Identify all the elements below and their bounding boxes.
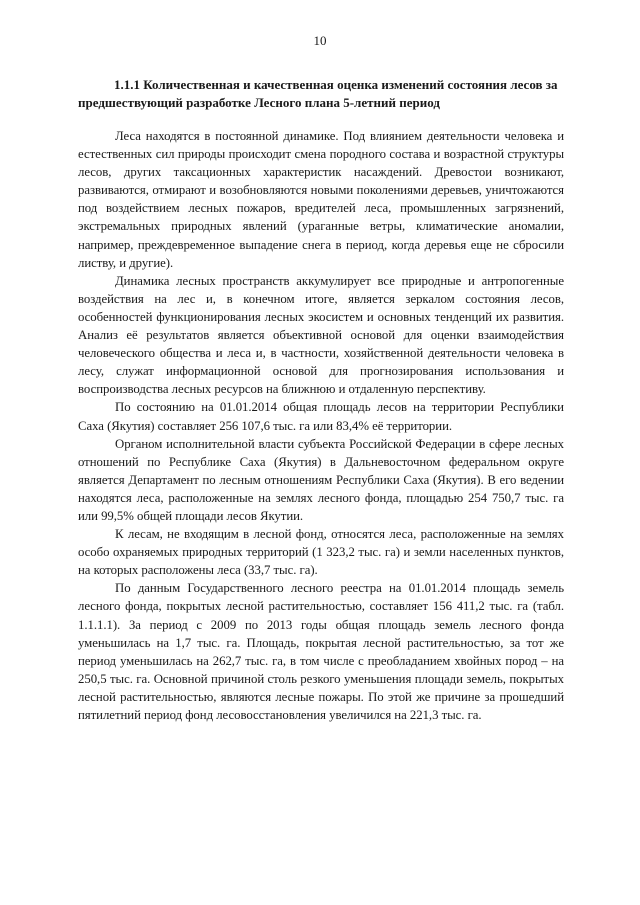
paragraph-state-registry: По данным Государственного лесного реестра на 01.01.2014 площадь земель лесного фонда, покрытых лесной растительностью, составляет 156 411,2 тыс. га (табл. 1.1.1.1). За период с 2009 по 2013 годы общая площадь земель лесного фонда уменьшилась на 1,7 тыс. га. Площадь, покрытая лесной растительностью, за тот же период уменьшилась на 262,7 тыс. га, в том числе с преобладанием хвойных пород – на 250,5 тыс. га. Основной причиной столь резкого уменьшения площади земель, покрытых лесной растительностью, являются лесные пожары. По этой же причине за прошедший пятилетний период фонд лесовосстановления увеличился на 221,3 тыс. га. bbox=[78, 581, 564, 722]
page-number: 10 bbox=[313, 33, 327, 48]
body-text bbox=[78, 127, 564, 724]
paragraph-dynamics-analysis: Динамика лесных пространств аккумулирует все природные и антропогенные воздействия на лес и, в конечном итоге, является зеркалом состояния лесов, особенностей функционирования лесных экосистем и основных тенденций их развития. Анализ её результатов является объективной основой для оценки взаимодействия человеческого общества и леса и, в частности, хозяйственной деятельности человека в лесу, служат информационной основой для прогнозирования использования и воспроизводства лесных ресурсов на ближнюю и отдаленную перспективу. bbox=[78, 273, 564, 397]
section-title: 1.1.1 Количественная и качественная оценка изменений состояния лесов за предшествующий разработке Лесного плана 5-летний период bbox=[78, 77, 558, 110]
paragraph-executive-authority: Органом исполнительной власти субъекта Российской Федерации в сфере лесных отношений по Республике Саха (Якутия) в Дальневосточном федеральном округе является Департамент по лесным отношениям Республики Саха (Якутия). В его ведении находятся леса, расположенные на землях лесного фонда, площадью 254 750,7 тыс. га или 99,5% общей площади лесов Якутии. bbox=[78, 436, 564, 523]
paragraph-non-fund-forests: К лесам, не входящим в лесной фонд, относятся леса, расположенные на землях особо охраняемых природных территорий (1 323,2 тыс. га) и земли населенных пунктов, на которых расположены леса (33,7 тыс. га). bbox=[78, 527, 564, 578]
paragraph-forest-dynamics: Леса находятся в постоянной динамике. Под влиянием деятельности человека и естественных сил природы происходит смена породного состава и возрастной структуры лесов, других таксационных характеристик насаждений. Древостои возникают, развиваются, отмирают и возобновляются новыми поколениями деревьев, уничтожаются под воздействием лесных пожаров, вредителей леса, промышленных загрязнений, экстремальных природных явлений (ураганные ветры, климатические аномалии, например, преждевременное выпадение снега в период, когда деревья еще не сбросили листву, и другие). bbox=[78, 129, 564, 270]
paragraph-total-forest-area: По состоянию на 01.01.2014 общая площадь лесов на территории Республики Саха (Якутия) составляет 256 107,6 тыс. га или 83,4% её территории. bbox=[78, 400, 564, 433]
